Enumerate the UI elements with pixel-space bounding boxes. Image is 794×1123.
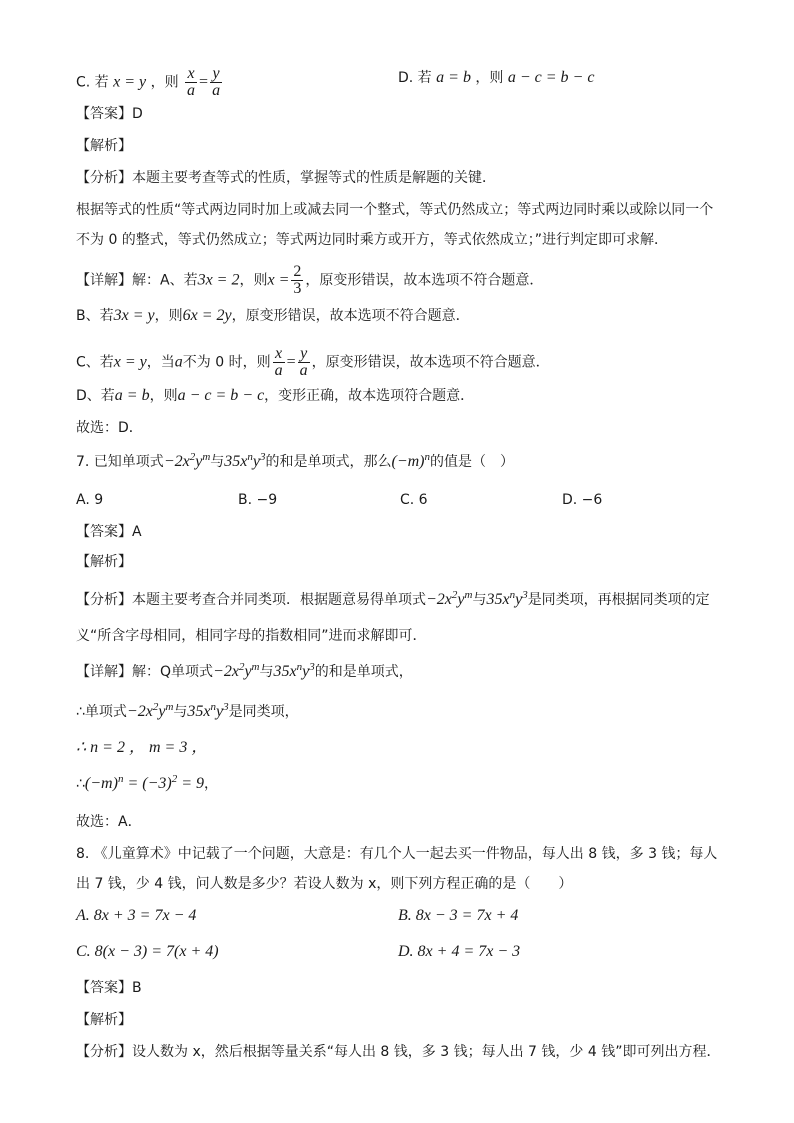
q6-detail-c: C、若x = y，当a不为 0 时，则 $\frac{x}{a}$ = $\frac{y}{a}$ ，原变形错误，故本选项不符合题意．	[76, 345, 550, 379]
q7-step1: ∴单项式$-2x^2y^m$与$35x^ny^3$是同类项，	[76, 701, 299, 720]
q8-option-a: A. 8x + 3 = 7x − 4	[76, 907, 197, 924]
q8-option-d: D. 8x + 4 = 7x − 3	[398, 943, 521, 960]
q8-stem-line1: 8. 《儿童算术》中记载了一个问题，大意是：有几个人一起去买一件物品，每人出 8 钱，多 3 钱；每人	[76, 846, 718, 862]
q8-option-b: B. 8x − 3 = 7x + 4	[398, 907, 519, 924]
fraction: $\frac{y}{a}$	[299, 345, 308, 379]
q6-fenxi: 【分析】本题主要考查等式的性质，掌握等式的性质是解题的关键．	[76, 170, 496, 186]
q7-choose: 故选：A．	[76, 814, 142, 830]
q7-stem: 7. 已知单项式$-2x^2y^m$与$35x^ny^3$的和是单项式，那么$(-m)^n$的值是（ ）	[76, 451, 515, 470]
q7-step3: $\therefore(-m)^n = (-3)^2 = 9$，	[76, 773, 218, 792]
q7-option-d: D. −6	[562, 492, 603, 508]
fraction: $\frac{x}{a}$	[274, 345, 283, 379]
q8-answer: 【答案】B	[76, 980, 142, 996]
q6-detail-a: 【详解】解：A、若3x = 2，则x = $\frac{2}{3}$ ，原变形错误，故本选项不符合题意．	[76, 263, 544, 297]
q6-detail-b: B、若3x = y，则6x = 2y，原变形错误，故本选项不符合题意．	[76, 307, 470, 324]
q8-option-c: C. 8(x − 3) = 7(x + 4)	[76, 943, 219, 960]
q7-detail: 【详解】解：Q单项式$-2x^2y^m$与$35x^ny^3$的和是单项式，	[76, 661, 413, 680]
monomial-2: $35x^ny^3$	[224, 451, 266, 470]
power-expr: $(-m)^n$	[391, 451, 431, 470]
q6-option-d: D. 若 a = b ，则 a − c = b − c	[398, 69, 595, 86]
q7-option-a: A. 9	[76, 492, 104, 508]
q8-fenxi: 【分析】设人数为 x，然后根据等量关系“每人出 8 钱，多 3 钱；每人出 7 钱，少 4 钱”即可列出方程．	[76, 1044, 721, 1060]
fraction: $\frac{x}{a}$	[187, 65, 196, 99]
monomial-1: $-2x^2y^m$	[163, 451, 211, 470]
q6-rule-line1: 根据等式的性质“等式两边同时加上或减去同一个整式，等式仍然成立；等式两边同时乘以或除以同一个	[76, 202, 714, 218]
q6-detail-d: D、若a = b，则a − c = b − c，变形正确，故本选项符合题意．	[76, 387, 475, 404]
fraction: $\frac{2}{3}$	[293, 263, 302, 297]
q7-fenxi-line2: 义“所含字母相同，相同字母的指数相同”进而求解即可．	[76, 628, 427, 644]
q8-analysis-heading: 【解析】	[76, 1012, 132, 1028]
q7-fenxi: 【分析】本题主要考查合并同类项．根据题意易得单项式$-2x^2y^m$与$35x^ny^3$是同类项，再根据同类项的定	[76, 589, 710, 608]
q6-option-c: C. 若 x = y ，则 $\frac{x}{a}$ = $\frac{y}{a}$	[76, 65, 221, 99]
q8-stem-line2: 出 7 钱，少 4 钱，问人数是多少？若设人数为 x，则下列方程正确的是（ ）	[76, 876, 573, 892]
q7-option-b: B. −9	[238, 492, 278, 508]
q6-analysis-heading: 【解析】	[76, 138, 132, 154]
fraction: $\frac{y}{a}$	[212, 65, 221, 99]
q7-step2: ∴ n = 2 ， m = 3 ，	[76, 739, 208, 756]
q6-answer: 【答案】D	[76, 106, 143, 122]
q6-choose: 故选：D．	[76, 420, 143, 436]
q7-option-c: C. 6	[400, 492, 428, 508]
q7-analysis-heading: 【解析】	[76, 554, 132, 570]
q7-answer: 【答案】A	[76, 524, 142, 540]
q6-rule-line2: 不为 0 的整式，等式仍然成立；等式两边同时乘方或开方，等式依然成立；”进行判定即可求解．	[76, 232, 669, 248]
